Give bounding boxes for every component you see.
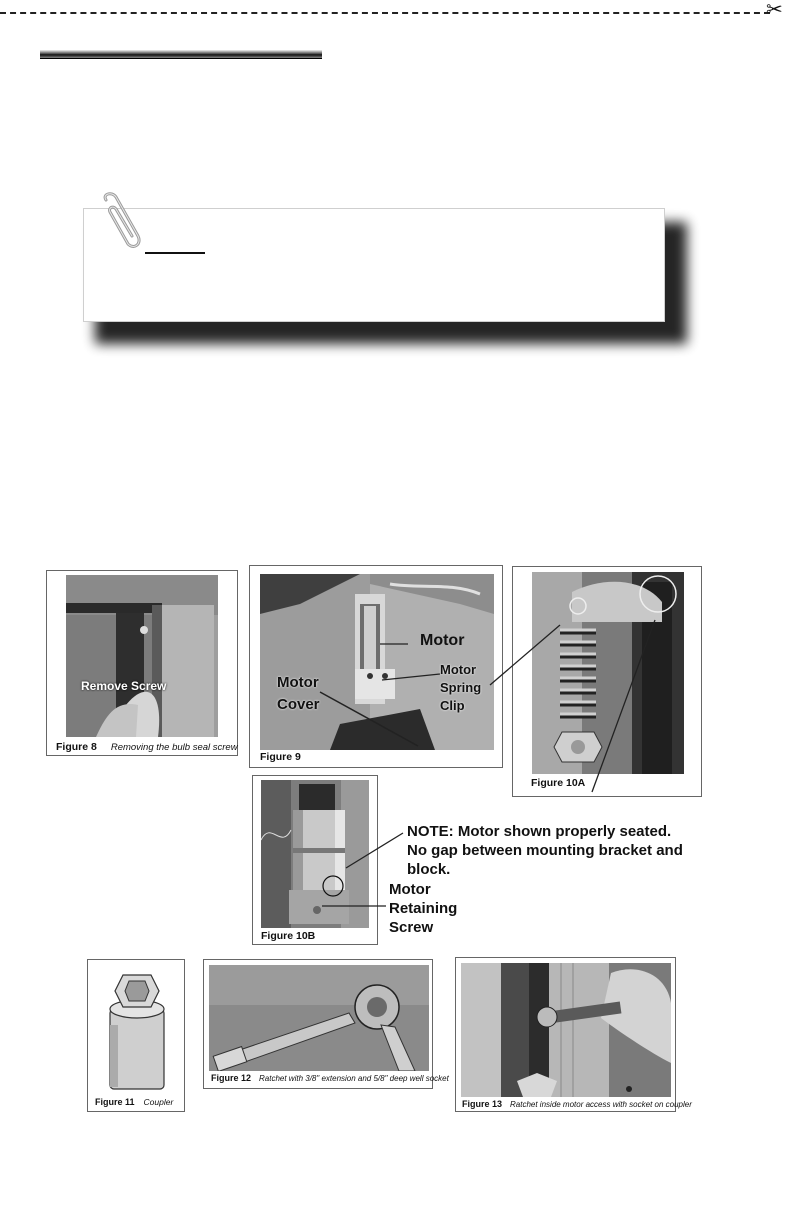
figure-10a-leader-line	[592, 620, 655, 792]
figure-11-description: Coupler	[143, 1097, 174, 1107]
figure-9-label: Figure 9	[260, 751, 301, 763]
figure-9-spring-clip-callout: Motor Spring Clip	[440, 662, 482, 713]
figure-11-label: Figure 11	[95, 1097, 135, 1107]
note-leader-line	[346, 833, 403, 868]
figure-9-motor-callout: Motor	[420, 632, 465, 649]
figure-13-description: Ratchet inside motor access with socket on coupler	[510, 1100, 692, 1109]
figure-10b-label: Figure 10B	[261, 930, 316, 942]
figure-8-description: Removing the bulb seal screw	[110, 742, 238, 753]
scissors-icon: ✂	[766, 0, 783, 21]
figure-13-label: Figure 13	[462, 1099, 503, 1109]
spring-clip-leader-line	[490, 625, 560, 685]
figure-9-motor-cover-callout: Motor Cover	[277, 674, 320, 713]
figure-8-overlay-label: Remove Screw	[81, 679, 167, 693]
figure-10b-retaining-screw-callout: Motor Retaining Screw	[389, 881, 458, 936]
figure-12-label: Figure 12	[211, 1073, 252, 1083]
figure-12-description: Ratchet with 3/8" extension and 5/8" deep well socket	[259, 1074, 449, 1083]
figure-10a-label: Figure 10A	[531, 777, 586, 789]
figure-10b-note-callout: NOTE: Motor shown properly seated. No gap between mounting bracket and block.	[407, 823, 683, 878]
figure-8-label: Figure 8	[56, 741, 97, 753]
